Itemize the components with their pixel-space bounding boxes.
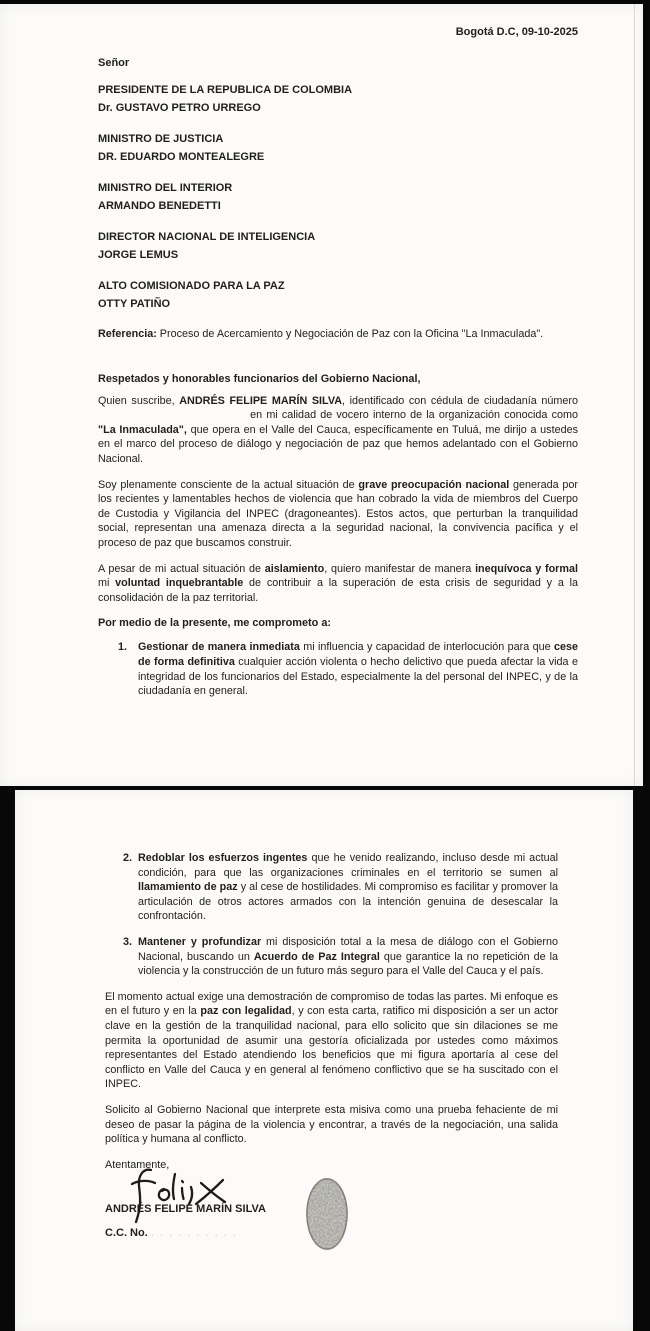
- reference-line: [98, 327, 578, 342]
- text-run: ANDRÉS FELIPE MARÍN SILVA: [179, 394, 343, 407]
- recipient-title: PRESIDENTE DE LA REPUBLICA DE COLOMBIA: [98, 84, 353, 96]
- list-item-text: [138, 935, 558, 979]
- text-run: generada por los recientes y lamentables hechos de violencia que han cobrado la vida de miembros del Cuerpo de Custodia y Vigilancia del INPEC (dragoneantes). Estos actos, que perturban la tranquilidad social, representan una amenaza directa a la seguridad nacional, la convivencia pacífica y el proceso de paz que buscamos construir.: [98, 478, 579, 549]
- list-number: 3.: [123, 935, 133, 948]
- text-run: Quien suscribe,: [98, 394, 180, 407]
- paragraph-request: [105, 990, 558, 1092]
- recipient: [98, 131, 578, 166]
- letter-page-1: [0, 4, 643, 786]
- text-run: Mantener y profundizar: [138, 935, 262, 948]
- recipient: [98, 229, 578, 264]
- letter-date: Bogotá D.C, 09-10-2025: [455, 26, 578, 38]
- text-run: que garantice la no repetición de la violencia y la construcción de un futuro más seguro para el Valle del Cauca y el país.: [138, 950, 558, 978]
- recipient-name: OTTY PATIÑO: [98, 297, 171, 310]
- scan-artifact-line: [634, 4, 635, 786]
- recipient-name: ARMANDO BENEDETTI: [98, 199, 221, 212]
- text-run: que he venido realizando, incluso desde mi actual condición, para que las organizaciones criminales en el territorio se sumen al: [138, 852, 558, 879]
- recipient-title: DIRECTOR NACIONAL DE INTELIGENCIA: [98, 231, 316, 243]
- text-run: "La Inmaculada",: [98, 423, 187, 436]
- recipient-name: Dr. GUSTAVO PETRO URREGO: [98, 101, 261, 114]
- list-number: 1.: [118, 641, 128, 654]
- recipient-title: MINISTRO DE JUSTICIA: [98, 133, 224, 145]
- recipient: [98, 278, 578, 313]
- text-run: Redoblar los esfuerzos ingentes: [138, 852, 308, 864]
- list-item-text: [138, 851, 558, 924]
- list-item-2: [105, 851, 558, 924]
- text-run: grave preocupación nacional: [358, 478, 510, 491]
- text-run: Proceso de Acercamiento y Negociación de Paz con la Oficina "La Inmaculada".: [156, 328, 544, 340]
- recipient-list: [98, 82, 578, 313]
- text-run: A pesar de mi actual situación de: [98, 562, 265, 575]
- recipient: [98, 82, 578, 117]
- text-run: cualquier acción violenta o hecho delictivo que pueda afectar la vida e integridad de los funcionarios del Estado, especialmente la del personal del INPEC, y de la ciudadanía en general.: [138, 655, 578, 698]
- text-run: mi influencia y capacidad de interlocución para que: [299, 641, 554, 654]
- handwritten-signature: [127, 1167, 237, 1225]
- text-run: paz con legalidad: [200, 1005, 292, 1018]
- text-run: Gestionar de manera inmediata: [138, 641, 300, 654]
- salutation: Señor: [98, 57, 130, 69]
- text-run: Solicito al Gobierno Nacional que interprete esta misiva como una prueba fehaciente de mi deseo de pasar la página de la violencia y encontrar, a través de la negociación, una salida política y humana al conflicto.: [105, 1103, 558, 1146]
- text-run: y al cese de hostilidades. Mi compromiso es facilitar y promover la articulación de otros actores armados con la intención genuina de desescalar la confrontación.: [138, 881, 558, 923]
- text-run: aislamiento: [264, 562, 325, 575]
- list-item-3: [105, 935, 558, 979]
- text-run: Acuerdo de Paz Integral: [253, 950, 380, 963]
- letter-page-2: [15, 790, 633, 1331]
- fingerprint-mark: [303, 1175, 351, 1253]
- paragraph-commitment-will: [98, 562, 578, 606]
- paragraph-closing-request: [105, 1103, 558, 1147]
- commitment-intro: Por medio de la presente, me comprometo a:: [98, 617, 332, 630]
- text-run: cese de forma definitiva: [138, 641, 579, 668]
- list-item-1: [98, 640, 578, 698]
- text-run: , quiero manifestar de manera: [324, 562, 476, 575]
- text-run: , y con esta carta, ratifico mi disposición a ser un actor clave en la gestión de la tranquilidad nacional, para ello solicito que sin dilaciones se me permita la oportunidad de asumir una gestoría oficializada por ustedes como máximos representantes del Estado atendiendo los beneficios que mi figura aportaría al cese del conflicto en Valle del Cauca y en general al fenómeno conflictivo que se ha suscitado con el INPEC.: [105, 1005, 558, 1091]
- cc-label: C.C. No.: [105, 1226, 148, 1239]
- text-run: mi disposición total a la mesa de diálogo con el Gobierno Nacional, buscando un: [138, 935, 558, 963]
- redacted-blank: [98, 417, 246, 418]
- text-run: en mi calidad de vocero interno de la organización conocida como: [246, 409, 578, 422]
- text-run: Soy plenamente consciente de la actual situación de: [98, 478, 359, 491]
- recipient: [98, 180, 578, 215]
- text-run: que opera en el Valle del Cauca, específicamente en Tuluá, me dirijo a ustedes en el marco del proceso de diálogo y negociación de paz que hemos adelantado con el Gobierno Nacional.: [98, 423, 578, 465]
- text-run: Referencia:: [98, 328, 157, 340]
- cc-redacted-number: . . . . . . . . . .: [150, 1226, 238, 1239]
- text-run: de contribuir a la superación de esta crisis de seguridad y a la consolidación de la paz territorial.: [98, 577, 578, 604]
- recipient-name: DR. EDUARDO MONTEALEGRE: [98, 150, 265, 163]
- paragraph-introduction: [98, 394, 578, 467]
- text-run: , identificado con cédula de ciudadanía número: [342, 394, 579, 407]
- recipient-name: JORGE LEMUS: [98, 248, 179, 261]
- list-item-text: [138, 640, 578, 698]
- signer-name: ANDRÉS FELIPE MARÍN SILVA: [105, 1202, 266, 1215]
- recipient-title: ALTO COMISIONADO PARA LA PAZ: [98, 280, 285, 292]
- text-run: voluntad inquebrantable: [115, 577, 244, 590]
- text-run: El momento actual exige una demostración de compromiso de todas las partes. Mi enfoque es en el futuro y en la: [105, 990, 558, 1018]
- recipient-title: MINISTRO DEL INTERIOR: [98, 182, 233, 194]
- closing-word: Atentamente,: [105, 1158, 170, 1171]
- text-run: mi: [98, 577, 116, 590]
- text-run: inequívoca y formal: [475, 562, 578, 575]
- greeting-line: Respetados y honorables funcionarios del Gobierno Nacional,: [98, 372, 421, 385]
- paragraph-context: [98, 478, 578, 551]
- text-run: llamamiento de paz: [138, 881, 238, 894]
- list-number: 2.: [123, 852, 133, 864]
